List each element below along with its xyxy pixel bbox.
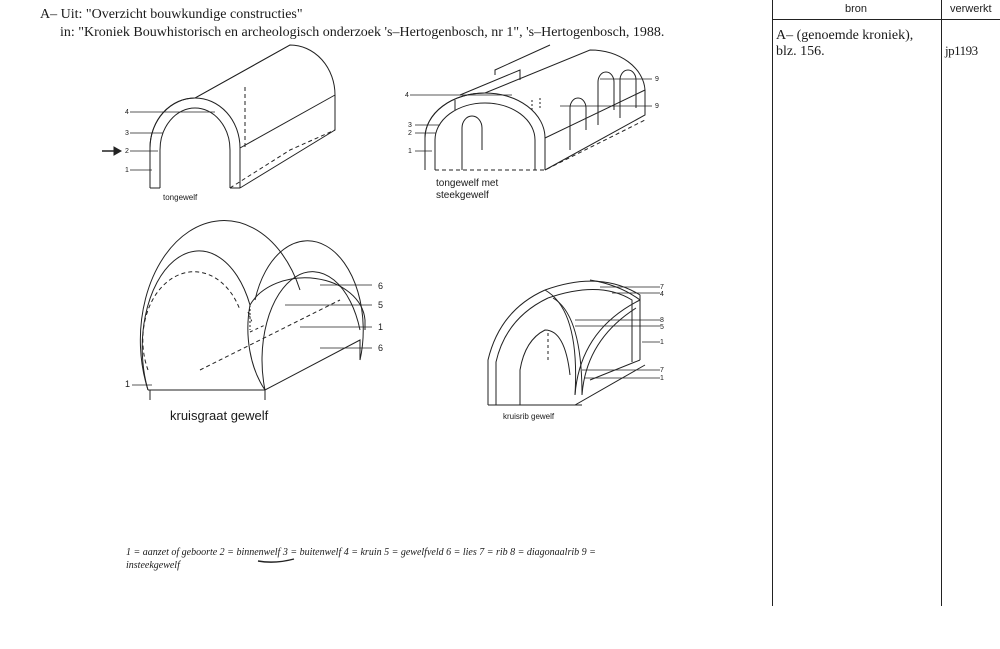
fig3-num: 6 (378, 281, 384, 291)
fig2-num: 3 (408, 122, 412, 129)
figure-tongewelf-steekgewelf (410, 45, 652, 170)
fig2-num: 4 (405, 92, 409, 99)
fig3-num: 1 (378, 322, 384, 332)
fig1-num: 1 (125, 167, 129, 174)
legend-part-2: 3 = buitenwelf 4 = kruin 5 = gewelfveld 6 = lies 7 = rib 8 = diagonaalrib 9 = (280, 547, 596, 558)
fig1-num: 4 (125, 109, 129, 116)
fig3-num: 5 (378, 300, 384, 310)
legend-part-3: insteekgewelf (126, 560, 180, 571)
fig4-num: 5 (660, 324, 664, 331)
figure-kruisgraat (132, 221, 372, 400)
fig2-num: 1 (408, 148, 412, 155)
fig4-label: kruisrib gewelf (503, 412, 555, 421)
fig2-num: 2 (408, 130, 412, 137)
fig3-num: 1 (125, 379, 131, 389)
fig4-num: 8 (660, 317, 664, 324)
fig4-num: 1 (660, 339, 664, 346)
legend-underlined-term: binnenwelf (236, 547, 281, 558)
fig1-label: tongewelf (163, 193, 198, 202)
figure-kruisrib (488, 280, 660, 405)
figure-tongewelf (130, 45, 335, 188)
fig4-num: 7 (660, 367, 664, 374)
fig4-num: 4 (660, 291, 664, 298)
fig2-label-line1: tongewelf met (436, 178, 499, 189)
source-heading: A– Uit: "Overzicht bouwkundige constructies" (40, 7, 303, 22)
column-header-verwerkt: verwerkt (950, 3, 992, 15)
fig1-num: 2 (125, 148, 129, 155)
legend (126, 546, 686, 572)
fig2-num: 9 (655, 103, 659, 110)
bron-line-2: blz. 156. (776, 44, 825, 59)
arrow-head-icon (114, 147, 121, 155)
fig4-num: 7 (660, 284, 664, 291)
column-header-bron: bron (845, 3, 868, 15)
fig3-num: 6 (378, 343, 384, 353)
fig3-label: kruisgraat gewelf (170, 408, 269, 423)
verwerkt-cell: jp1193 (945, 43, 978, 58)
bron-line-1: A– (genoemde kroniek), (776, 28, 914, 43)
fig2-label-line2: steekgewelf (436, 190, 489, 201)
fig1-num: 3 (125, 130, 129, 137)
fig2-num: 9 (655, 76, 659, 83)
fig4-num: 1 (660, 375, 664, 382)
source-citation: in: "Kroniek Bouwhistorisch en archeologisch onderzoek 's–Hertogenbosch, nr 1", 's–Hertogenbosch, 1988. (60, 25, 665, 40)
legend-part-1: 1 = aanzet of geboorte 2 = (126, 547, 237, 558)
